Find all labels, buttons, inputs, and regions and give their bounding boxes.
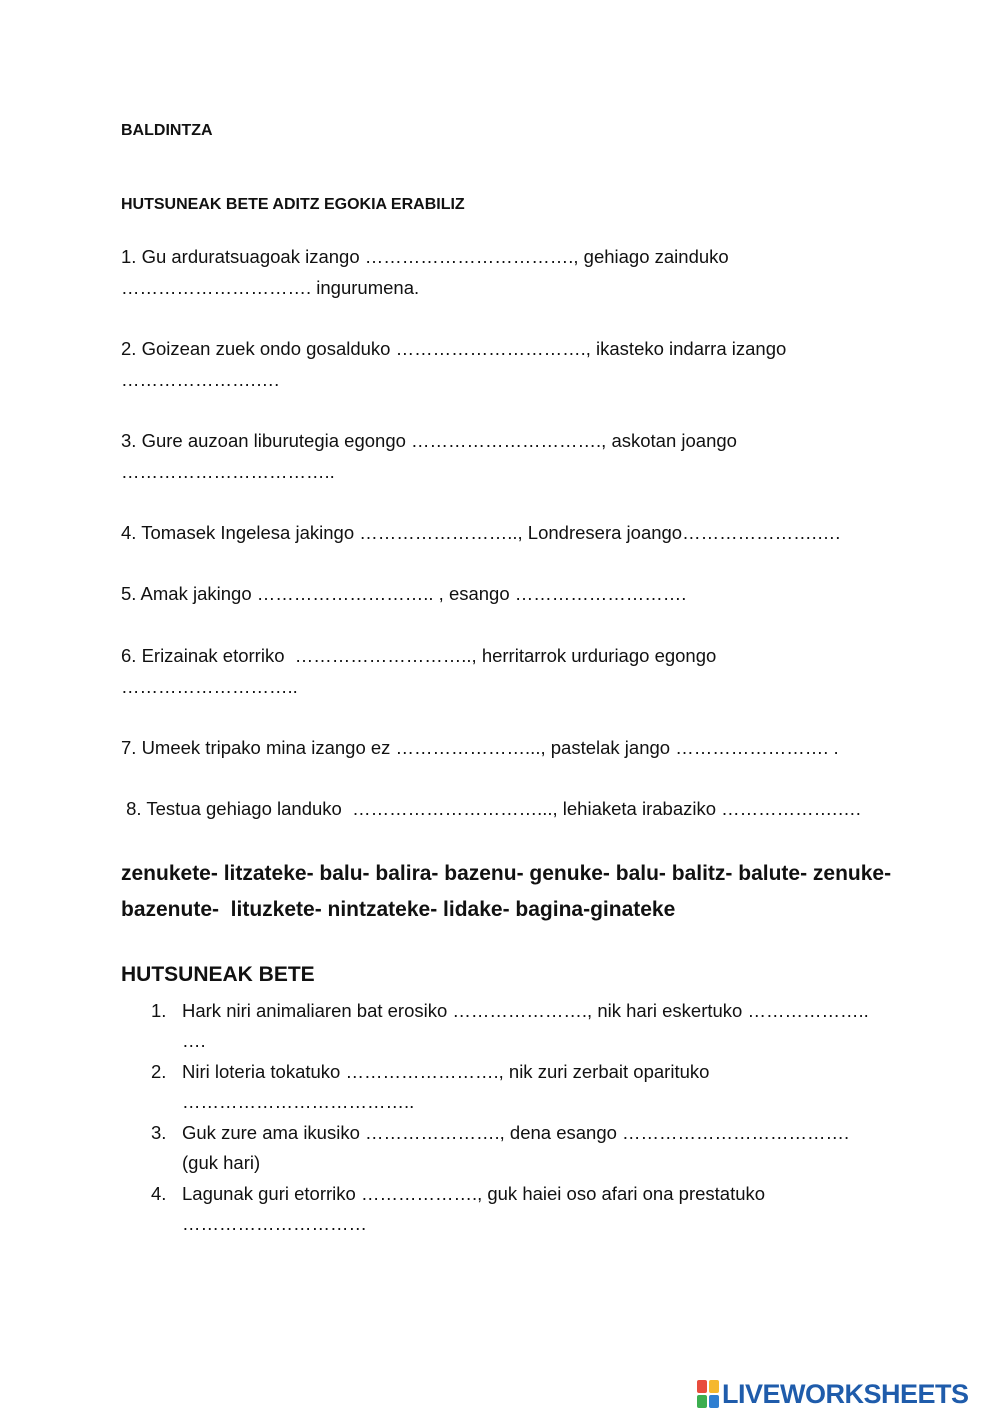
list-item <box>151 996 981 1056</box>
exercise-line: …………………………. ingurumena. <box>121 277 420 298</box>
list-number: 2. <box>151 1061 167 1082</box>
list-item <box>151 1057 981 1117</box>
exercise-line: 8. Testua gehiago landuko …………………………..., lehiaketa irabaziko ……………….…. <box>121 798 861 819</box>
list-item-line: Niri loteria tokatuko ……………………., nik zuri zerbait oparituko <box>182 1061 710 1082</box>
exercise-line: 5. Amak jakingo ……………………….. , esango ………………………. <box>121 583 687 604</box>
list-number: 1. <box>151 1000 167 1021</box>
exercise-line: 3. Gure auzoan liburutegia egongo …………………………., askotan joango <box>121 430 737 451</box>
list-item <box>151 1179 981 1239</box>
exercise-line: 6. Erizainak etorriko ……………………….., herritarrok urduriago egongo <box>121 645 717 666</box>
exercise-item <box>121 425 981 487</box>
logo-square-yellow <box>709 1380 719 1393</box>
list-item-line: Guk zure ama ikusiko …………………., dena esango ………………………………. <box>182 1122 850 1143</box>
list-number: 4. <box>151 1183 167 1204</box>
exercise-item <box>121 578 981 609</box>
section-title: HUTSUNEAK BETE <box>121 963 315 986</box>
exercise-item <box>121 793 981 824</box>
exercise-item <box>121 517 981 548</box>
exercise-item <box>121 333 981 395</box>
exercise-line: ………………….…. <box>121 369 280 390</box>
exercise-line: 2. Goizean zuek ondo gosalduko …………………………., ikasteko indarra izango <box>121 338 787 359</box>
exercise-item <box>121 732 981 763</box>
exercise-instruction: HUTSUNEAK BETE ADITZ EGOKIA ERABILIZ <box>121 196 465 213</box>
exercise-item <box>121 640 981 702</box>
list-number: 3. <box>151 1122 167 1143</box>
worksheet-title: BALDINTZA <box>121 122 213 139</box>
liveworksheets-logo[interactable] <box>697 1378 969 1410</box>
list-item-line: Lagunak guri etorriko ………………., guk haiei oso afari ona prestatuko <box>182 1183 766 1204</box>
list-item-line: Hark niri animaliaren bat erosiko …………………., nik hari eskertuko ……………….. <box>182 1000 869 1021</box>
exercise-line: …………………………….. <box>121 461 335 482</box>
logo-square-green <box>697 1395 707 1408</box>
list-item-line: ………………………… <box>182 1213 367 1234</box>
logo-text: LIVEWORKSHEETS <box>722 1378 969 1409</box>
exercise-line: 1. Gu arduratsuagoak izango ……………………………., gehiago zainduko <box>121 246 729 267</box>
logo-square-red <box>697 1380 707 1393</box>
list-item-line: …. <box>182 1030 206 1051</box>
word-bank <box>121 856 981 928</box>
list-item <box>151 1118 981 1178</box>
exercise-line: 4. Tomasek Ingelesa jakingo …………………….., Londresera joango………………….…. <box>121 522 841 543</box>
word-bank-line: zenukete- litzateke- balu- balira- bazenu- genuke- balu- balitz- balute- zenuke- <box>121 862 892 885</box>
liveworksheets-logo-icon <box>697 1380 719 1408</box>
exercise-line: 7. Umeek tripako mina izango ez …………………..., pastelak jango ……………………. . <box>121 737 839 758</box>
logo-square-blue <box>709 1395 719 1408</box>
list-item-line: ……………………………….. <box>182 1091 415 1112</box>
exercise-item <box>121 241 981 303</box>
list-item-line: (guk hari) <box>182 1152 261 1173</box>
exercise-line: ……………………….. <box>121 676 298 697</box>
word-bank-line: bazenute- lituzkete- nintzateke- lidake- bagina-ginateke <box>121 898 676 921</box>
